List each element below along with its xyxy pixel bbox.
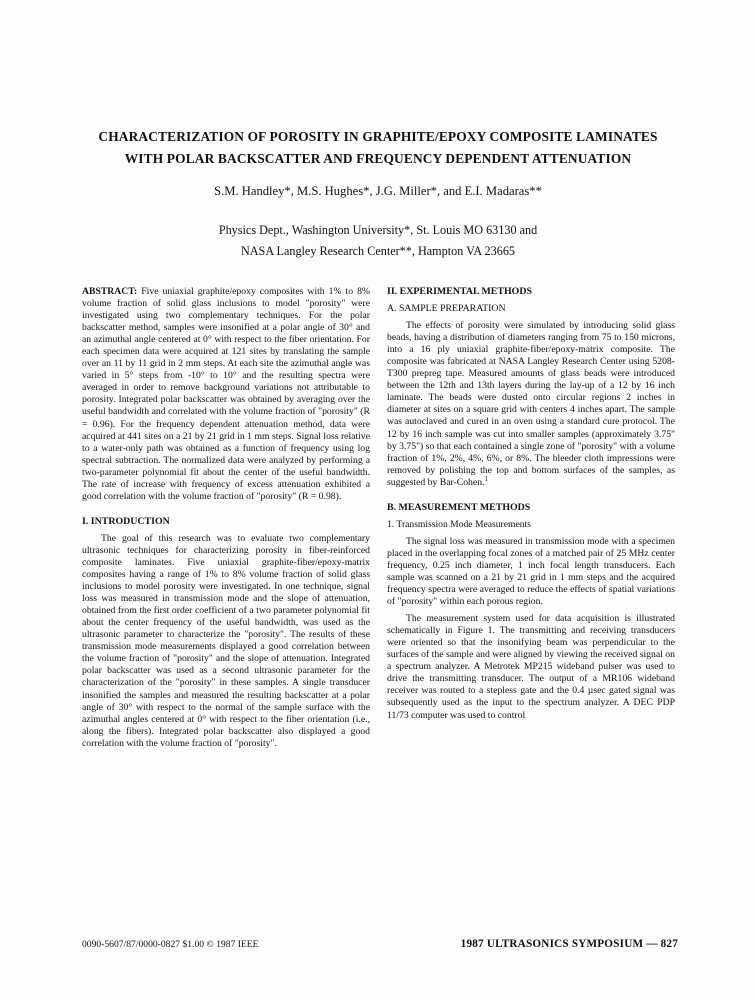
subsubsection-heading-transmission-mode: 1. Transmission Mode Measurements <box>387 518 531 530</box>
abstract-body: Five uniaxial graphite/epoxy composites with 1% to 8% volume fraction of solid glass inclusions to model "porosity" were investigated using two complementary techniques. For the polar backscatter method, samples were insonified at a polar angle of 30° and an azimuthal angle centered at 0° with respect to the fiber orientation. For each specimen data were acquired at 121 sites by translating the sample over an 11 by 11 grid in 2 mm steps. At each site the azimuthal angle was varied in 5° steps from -10° to 10° and the resulting spectra were averaged in order to remove background variations not attributable to porosity. Integrated polar backscatter was obtained by averaging over the useful bandwidth and correlated with the volume fraction of "porosity" (R = 0.96). For the frequency dependent attenuation method, data were acquired at 441 sites on a 21 by 21 grid in 1 mm steps. Signal loss relative to a water-only path was obtained as a function of frequency using log spectral subtraction. The normalized data were analyzed by performing a two-parameter polynomial fit about the center of the useful bandwidth. The rate of increase with frequency of excess attenuation exhibited a good correlation with the volume fraction of "porosity" (R = 0.98). <box>82 286 370 502</box>
introduction-paragraph-1: The goal of this research was to evaluate two complementary ultrasonic techniques for characterizing porosity in fiber-reinforced composite laminates. Five uniaxial graphite-fiber/epoxy-matrix composites having a range of 1% to 8% volume fraction of solid glass inclusions to model porosity were investigated. In one technique, signal loss was measured in transmission mode and the slope of attenuation, obtained from the first order coefficient of a two parameter polynomial fit about the center frequency of the useful bandwidth, was used as the ultrasonic parameter to characterize the "porosity". The results of these transmission mode measurements displayed a good correlation between the volume fraction of "porosity" and the slope of attenuation. Integrated polar backscatter was used as a second ultrasonic parameter for the characterization of the "porosity" in these samples. A single transducer insonified the samples and measured the resulting backscatter at a polar angle of 30° with respect to the normal of the sample surface with the azimuthal angles centered at 0° with respect to the fiber orientation (i.e., along the fibers). Integrated polar backscatter also displayed a good correlation with the volume fraction of "porosity". <box>82 532 370 749</box>
sample-preparation-paragraph <box>387 320 675 489</box>
title-line-1: CHARACTERIZATION OF POROSITY IN GRAPHITE/EPOXY COMPOSITE LAMINATES <box>98 129 658 144</box>
citation-reference-1: 1 <box>484 474 488 483</box>
footer-copyright: 0090-5607/87/0000-0827 $1.00 © 1987 IEEE <box>82 939 259 950</box>
left-column <box>82 286 370 750</box>
affiliation-block <box>78 220 678 262</box>
author-list: S.M. Handley*, M.S. Hughes*, J.G. Miller*, and E.I. Madaras** <box>214 184 542 198</box>
affiliation-line-2: NASA Langley Research Center**, Hampton VA 23665 <box>240 244 516 258</box>
paper-title <box>78 126 678 170</box>
right-column <box>387 286 675 722</box>
page-footer <box>82 938 678 950</box>
abstract-paragraph <box>82 286 370 503</box>
title-line-2: WITH POLAR BACKSCATTER AND FREQUENCY DEPENDENT ATTENUATION <box>124 151 632 166</box>
footer-symposium-page: 1987 ULTRASONICS SYMPOSIUM — 827 <box>460 938 678 950</box>
transmission-mode-paragraph-1: The signal loss was measured in transmission mode with a specimen placed in the overlapping focal zones of a matched pair of 25 MHz center frequency, 0.25 inch diameter, 1 inch focal length transducers. Each sample was scanned on a 21 by 21 grid in 1 mm steps and the acquired frequency spectra were averaged to reduce the effects of spatial variations of "porosity" within each porous region. <box>387 535 675 608</box>
section-heading-introduction: I. INTRODUCTION <box>82 515 170 527</box>
abstract-label: ABSTRACT: <box>82 286 138 297</box>
sample-preparation-text: The effects of porosity were simulated by introducing solid glass beads, having a distribution of diameters ranging from 75 to 150 microns, into a 16 ply uniaxial graphite-fiber/epoxy-matrix composite. The composite was fabricated at NASA Langley Research Center using 5208-T300 prepreg tape. Measured amounts of glass beads were introduced between the 12th and 13th layers during the lay-up of a 12 by 16 inch laminate. The beads were dusted onto circular regions 2 inches in diameter at sites on a square grid with centers 4 inches apart. The sample was autoclaved and cured in an oven using a standard cure protocol. The 12 by 16 inch sample was cut into smaller samples (approximately 3.75" by 3.75") so that each contained a single zone of "porosity" with a volume fraction of 1%, 2%, 4%, 6%, or 8%. The bleeder cloth impressions were removed by polishing the top and bottom surfaces of the samples, as suggested by Bar-Cohen. <box>387 320 675 488</box>
transmission-mode-paragraph-2: The measurement system used for data acquisition is illustrated schematically in Figure 1. The transmitting and receiving transducers were oriented so that the insonifying beam was perpendicular to the surfaces of the sample and were aligned by viewing the received signal on a spectrum analyzer. A Metrotek MP215 wideband pulser was used to drive the transmitting transducer. The output of a MR106 wideband receiver was routed to a stepless gate and the 0.4 µsec gated signal was subsequently used as the input to the spectrum analyzer. A DEC PDP 11/73 computer was used to control <box>387 613 675 721</box>
affiliation-line-1: Physics Dept., Washington University*, St. Louis MO 63130 and <box>218 223 538 237</box>
subsection-heading-sample-preparation: A. SAMPLE PREPARATION <box>387 303 506 315</box>
section-heading-experimental-methods: II. EXPERIMENTAL METHODS <box>387 286 532 297</box>
subsection-heading-measurement-methods: B. MEASUREMENT METHODS <box>387 501 531 513</box>
